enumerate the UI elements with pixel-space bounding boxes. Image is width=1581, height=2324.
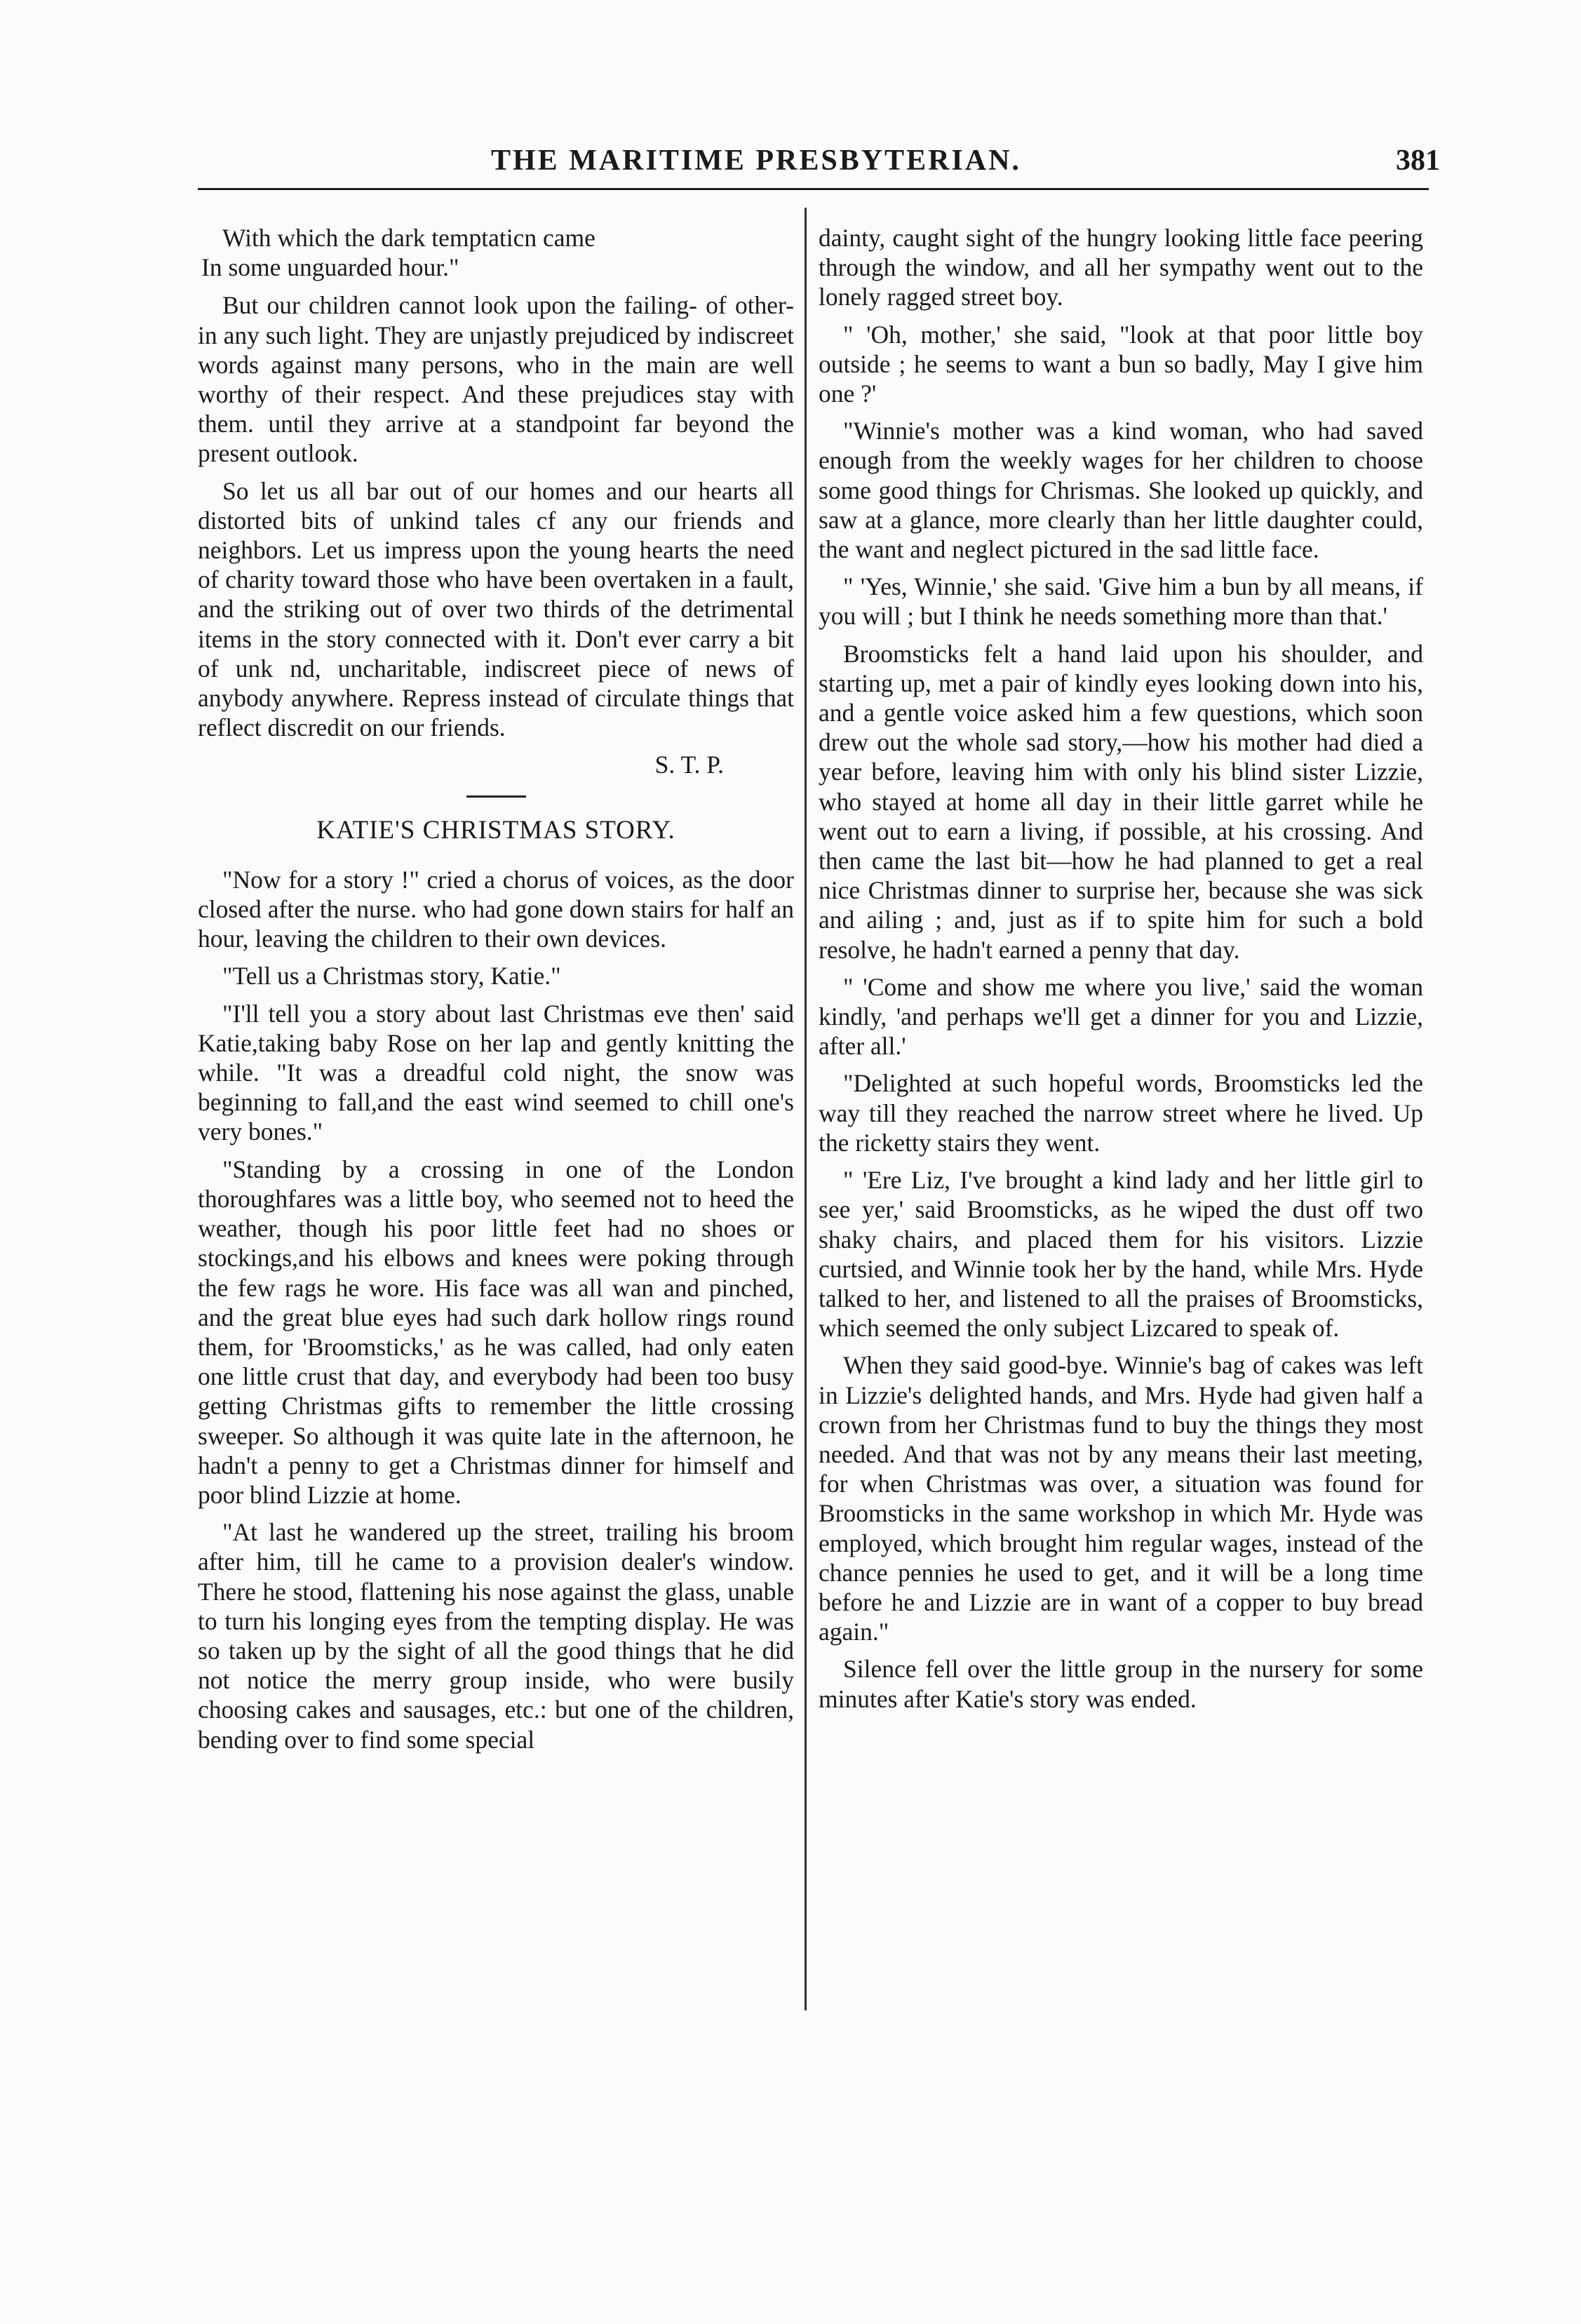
story-paragraph: " 'Oh, mother,' she said, "look at that poor little boy outside ; he seems to want a bun so badly, May I give him one ?': [819, 320, 1423, 408]
story-paragraph: "Tell us a Christmas story, Katie.": [222, 962, 561, 990]
story-paragraph: " 'Come and show me where you live,' said the woman kindly, 'and perhaps we'll get a dinner for you and Lizzie, after all.': [819, 972, 1423, 1061]
article-paragraph: But our children cannot look upon the failing- of other- in any such light. They are unjastly prejudiced by indiscreet words against many persons, who in the main are well worthy of their respect. And these prejudices stay with them. until they arrive at a standpoint far beyond the present outlook.: [198, 291, 794, 468]
page-number: 381: [1396, 145, 1440, 177]
story-paragraph: "Now for a story !" cried a chorus of voices, as the door closed after the nurse. who had gone down stairs for half an hour, leaving the children to their own devices.: [198, 865, 794, 953]
story-paragraph: " 'Ere Liz, I've brought a kind lady and her little girl to see yer,' said Broomsticks, as he wiped the dust off two shaky chairs, and placed them for his visitors. Lizzie curtsied, and Winnie took her by the hand, while Mrs. Hyde talked to her, and listened to all the praises of Broomsticks, which seemed the only subject Lizcared to speak of.: [819, 1166, 1423, 1343]
author-signature: S. T. P.: [654, 751, 724, 779]
story-paragraph: "At last he wandered up the street, trailing his broom after him, till he came to a provision dealer's window. There he stood, flattening his nose against the glass, unable to turn his longing eyes from the tempting display. He was so taken up by the sight of all the good things that he did not notice the merry group inside, who were busily choosing cakes and sausages, etc.: but one of the children, bending over to find some special: [198, 1518, 794, 1754]
running-head: THE MARITIME PRESBYTERIAN.: [491, 145, 1021, 177]
section-divider: [466, 795, 526, 798]
story-paragraph: "Standing by a crossing in one of the London thoroughfares was a little boy, who seemed not to heed the weather, though his poor little feet had no shoes or stockings,and his elbows and knees were poking through the few rags he wore. His face was all wan and pinched, and the great blue eyes had such dark hollow rings round them, for 'Broomsticks,' as he was called, had only eaten one little crust that day, and everybody had been too busy getting Christmas gifts to remember the little crossing sweeper. So although it was quite late in the afternoon, he hadn't a penny to get a Christmas dinner for himself and poor blind Lizzie at home.: [198, 1155, 794, 1509]
story-paragraph: "Delighted at such hopeful words, Broomsticks led the way till they reached the narrow street where he lived. Up the ricketty stairs they went.: [819, 1069, 1423, 1157]
header-rule: [198, 188, 1429, 190]
story-paragraph: Broomsticks felt a hand laid upon his shoulder, and starting up, met a pair of kindly eyes looking down into his, and a gentle voice asked him a few questions, which soon drew out the whole sad story,—how his mother had died a year before, leaving him with only his blind sister Lizzie, who stayed at home all day in their little garret while he went out to earn a living, if possible, at his crossing. And then came the last bit—how he had planned to get a real nice Christmas dinner to surprise her, because she was sick and ailing ; and, just as if to spite him for such a bold resolve, he hadn't earned a penny that day.: [819, 639, 1423, 964]
story-paragraph: When they said good-bye. Winnie's bag of cakes was left in Lizzie's delighted hands, and Mrs. Hyde had given half a crown from her Christmas fund to buy the things they most needed. And that was not by any means their last meeting, for when Christmas was over, a situation was found for Broomsticks in the same workshop in which Mr. Hyde was employed, which brought him regular wages, instead of the chance pennies he used to get, and it will be a long time before he and Lizzie are in want of a copper to buy bread again.": [819, 1351, 1423, 1646]
column-divider: [805, 208, 807, 2010]
poem-excerpt: [198, 223, 794, 282]
poem-line: With which the dark temptaticn came: [222, 224, 596, 252]
story-paragraph: "I'll tell you a story about last Christmas eve then' said Katie,taking baby Rose on her lap and gently knitting the while. "It was a dreadful cold night, the snow was beginning to fall,and the east wind seemed to chill one's very bones.": [198, 999, 794, 1146]
story-title: KATIE'S CHRISTMAS STORY.: [316, 815, 675, 845]
story-paragraph: "Winnie's mother was a kind woman, who had saved enough from the weekly wages for her children to choose some good things for Chrismas. She looked up quickly, and saw at a glance, more clearly than her little daughter could, the want and neglect pictured in the sad little face.: [819, 417, 1423, 564]
article-paragraph: So let us all bar out of our homes and our hearts all distorted bits of unkind tales cf any our friends and neighbors. Let us impress upon the young hearts the need of charity toward those who have been overtaken in a fault, and the striking out of over two thirds of the detrimental items in the story connected with it. Don't ever carry a bit of unk nd, uncharitable, indiscreet piece of news of anybody anywhere. Repress instead of circulate things that reflect discredit on our friends.: [198, 476, 794, 742]
story-paragraph: Silence fell over the little group in the nursery for some minutes after Katie's story was ended.: [819, 1655, 1423, 1713]
left-column: [198, 223, 794, 1762]
poem-line: In some unguarded hour.": [201, 253, 459, 282]
story-paragraph: dainty, caught sight of the hungry looking little face peering through the window, and all her sympathy went out to the lonely ragged street boy.: [819, 224, 1423, 311]
right-column: [819, 223, 1423, 1721]
story-paragraph: " 'Yes, Winnie,' she said. 'Give him a bun by all means, if you will ; but I think he needs something more than that.': [819, 572, 1423, 631]
